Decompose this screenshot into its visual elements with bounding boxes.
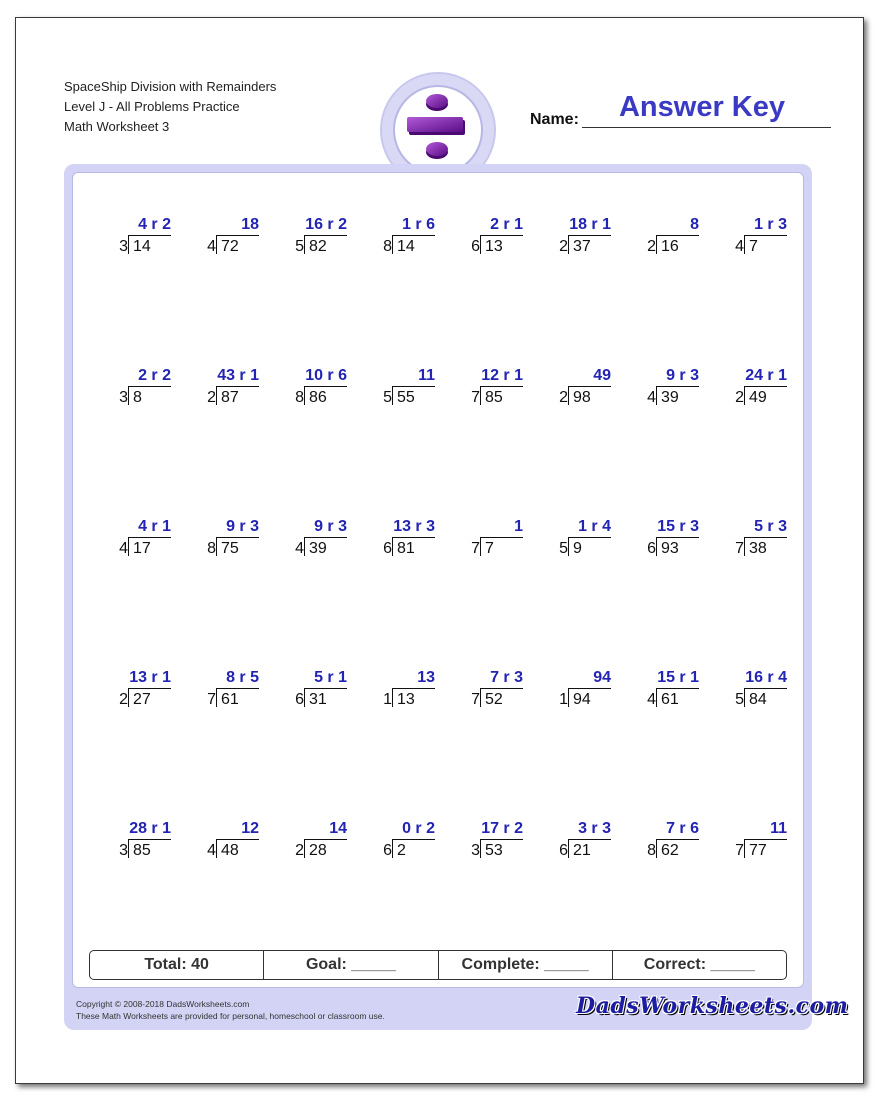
division-problem [111, 367, 171, 413]
answer-quotient: 43 r 1 [217, 367, 259, 384]
division-problem [199, 367, 259, 413]
answer-quotient: 15 r 1 [657, 669, 699, 686]
division-problem [287, 820, 347, 866]
answer-quotient: 1 r 6 [402, 216, 435, 233]
divisor: 5 [383, 389, 392, 406]
division-problem [287, 518, 347, 564]
worksheet-title: SpaceShip Division with Remainders [64, 79, 277, 94]
worksheet-level: Level J - All Problems Practice [64, 99, 240, 114]
divisor: 7 [471, 540, 480, 557]
division-problem [111, 216, 171, 262]
dividend: 86 [304, 386, 347, 405]
answer-key-label: Answer Key [618, 91, 785, 123]
division-problem [111, 518, 171, 564]
division-problem [639, 669, 699, 715]
goal-cell: Goal: _____ [264, 951, 438, 979]
answer-quotient: 10 r 6 [305, 367, 347, 384]
dividend: 72 [216, 235, 259, 254]
dividend: 53 [480, 839, 523, 858]
dividend: 14 [392, 235, 435, 254]
answer-quotient: 7 r 6 [666, 820, 699, 837]
answer-quotient: 18 r 1 [569, 216, 611, 233]
answer-quotient: 13 r 3 [393, 518, 435, 535]
answer-quotient: 8 r 5 [226, 669, 259, 686]
dividend: 85 [128, 839, 171, 858]
divisor: 3 [119, 389, 128, 406]
answer-quotient: 94 [593, 669, 611, 686]
divisor: 4 [295, 540, 304, 557]
division-problem [375, 367, 435, 413]
division-problem [375, 820, 435, 866]
total-cell: Total: 40 [90, 951, 264, 979]
division-problem [199, 216, 259, 262]
answer-quotient: 14 [329, 820, 347, 837]
division-problem [287, 669, 347, 715]
dividend: 81 [392, 537, 435, 556]
divisor: 5 [559, 540, 568, 557]
dividend: 9 [568, 537, 611, 556]
answer-quotient: 5 r 1 [314, 669, 347, 686]
answer-quotient: 13 [417, 669, 435, 686]
divisor: 2 [295, 842, 304, 859]
dividend: 39 [304, 537, 347, 556]
answer-quotient: 18 [241, 216, 259, 233]
dadsworksheets-logo: DadsWorksheets.com [576, 993, 849, 1019]
divisor: 5 [735, 691, 744, 708]
complete-cell: Complete: _____ [439, 951, 613, 979]
dividend: 7 [480, 537, 523, 556]
answer-quotient: 2 r 2 [138, 367, 171, 384]
divisor: 2 [559, 389, 568, 406]
divisor: 4 [119, 540, 128, 557]
answer-quotient: 17 r 2 [481, 820, 523, 837]
divisor: 2 [559, 238, 568, 255]
divisor: 4 [735, 238, 744, 255]
dividend: 85 [480, 386, 523, 405]
dividend: 82 [304, 235, 347, 254]
divisor: 3 [119, 842, 128, 859]
dividend: 55 [392, 386, 435, 405]
divisor: 7 [735, 540, 744, 557]
division-problem [111, 820, 171, 866]
dividend: 61 [216, 688, 259, 707]
answer-quotient: 28 r 1 [129, 820, 171, 837]
dividend: 16 [656, 235, 699, 254]
dividend: 84 [744, 688, 787, 707]
divisor: 3 [471, 842, 480, 859]
division-problem [551, 820, 611, 866]
dividend: 77 [744, 839, 787, 858]
divisor: 4 [647, 691, 656, 708]
dividend: 13 [480, 235, 523, 254]
division-problem [463, 669, 523, 715]
dividend: 2 [392, 839, 435, 858]
answer-quotient: 8 [690, 216, 699, 233]
dividend: 7 [744, 235, 787, 254]
divisor: 4 [207, 238, 216, 255]
dividend: 87 [216, 386, 259, 405]
answer-quotient: 13 r 1 [129, 669, 171, 686]
divisor: 7 [207, 691, 216, 708]
answer-quotient: 1 r 4 [578, 518, 611, 535]
divisor: 6 [559, 842, 568, 859]
dividend: 13 [392, 688, 435, 707]
divisor: 5 [295, 238, 304, 255]
answer-quotient: 1 r 3 [754, 216, 787, 233]
divisor: 1 [383, 691, 392, 708]
dividend: 52 [480, 688, 523, 707]
answer-quotient: 11 [418, 367, 435, 384]
dividend: 93 [656, 537, 699, 556]
division-problem [639, 518, 699, 564]
division-problem [639, 367, 699, 413]
answer-quotient: 24 r 1 [745, 367, 787, 384]
division-problem [727, 216, 787, 262]
answer-quotient: 12 [241, 820, 259, 837]
dividend: 21 [568, 839, 611, 858]
divisor: 7 [471, 389, 480, 406]
answer-quotient: 3 r 3 [578, 820, 611, 837]
answer-quotient: 49 [593, 367, 611, 384]
dividend: 28 [304, 839, 347, 858]
divisor: 2 [647, 238, 656, 255]
divisor: 4 [647, 389, 656, 406]
division-problem [199, 518, 259, 564]
dividend: 37 [568, 235, 611, 254]
division-problem [463, 367, 523, 413]
dividend: 14 [128, 235, 171, 254]
divisor: 6 [295, 691, 304, 708]
dividend: 75 [216, 537, 259, 556]
correct-cell: Correct: _____ [643, 956, 755, 973]
usage-notice: These Math Worksheets are provided for personal, homeschool or classroom use. [76, 1011, 385, 1021]
answer-quotient: 4 r 1 [138, 518, 171, 535]
worksheet-number: Math Worksheet 3 [64, 119, 170, 134]
answer-quotient: 9 r 3 [226, 518, 259, 535]
dividend: 27 [128, 688, 171, 707]
division-problem [463, 518, 523, 564]
divisor: 2 [207, 389, 216, 406]
dividend: 31 [304, 688, 347, 707]
division-problem [375, 216, 435, 262]
copyright-notice [76, 998, 385, 1022]
division-problem [639, 216, 699, 262]
division-problem [727, 820, 787, 866]
division-problem [551, 367, 611, 413]
divisor: 8 [647, 842, 656, 859]
divisor: 6 [647, 540, 656, 557]
dividend: 61 [656, 688, 699, 707]
division-problem [727, 518, 787, 564]
answer-quotient: 7 r 3 [490, 669, 523, 686]
division-problem [199, 669, 259, 715]
division-sign-icon [395, 87, 481, 173]
divisor: 4 [207, 842, 216, 859]
divisor: 1 [559, 691, 568, 708]
name-label: Name: [530, 111, 579, 128]
division-problem [375, 518, 435, 564]
divisor: 6 [383, 842, 392, 859]
divisor: 8 [295, 389, 304, 406]
divisor: 3 [119, 238, 128, 255]
dividend: 62 [656, 839, 699, 858]
division-problem [551, 216, 611, 262]
answer-quotient: 15 r 3 [657, 518, 699, 535]
dividend: 49 [744, 386, 787, 405]
division-problem [727, 367, 787, 413]
divisor: 2 [735, 389, 744, 406]
dividend: 94 [568, 688, 611, 707]
answer-quotient: 2 r 1 [490, 216, 523, 233]
answer-quotient: 4 r 2 [138, 216, 171, 233]
division-problem [551, 669, 611, 715]
name-field-line [582, 127, 831, 128]
dividend: 98 [568, 386, 611, 405]
divisor: 2 [119, 691, 128, 708]
division-problem [463, 820, 523, 866]
divisor: 7 [471, 691, 480, 708]
division-problem [639, 820, 699, 866]
division-problem [199, 820, 259, 866]
divisor: 8 [207, 540, 216, 557]
dividend: 48 [216, 839, 259, 858]
division-problem [375, 669, 435, 715]
answer-quotient: 9 r 3 [314, 518, 347, 535]
dividend: 17 [128, 537, 171, 556]
answer-quotient: 11 [770, 820, 787, 837]
answer-quotient: 0 r 2 [402, 820, 435, 837]
answer-quotient: 16 r 2 [305, 216, 347, 233]
division-problem [727, 669, 787, 715]
dividend: 39 [656, 386, 699, 405]
answer-quotient: 16 r 4 [745, 669, 787, 686]
divisor: 8 [383, 238, 392, 255]
divisor: 7 [735, 842, 744, 859]
problem-frame [64, 164, 849, 1030]
score-summary [89, 950, 787, 980]
answer-quotient: 5 r 3 [754, 518, 787, 535]
dividend: 38 [744, 537, 787, 556]
divisor: 6 [383, 540, 392, 557]
divisor: 6 [471, 238, 480, 255]
division-problem [463, 216, 523, 262]
dividend: 8 [128, 386, 171, 405]
division-problem [551, 518, 611, 564]
division-problem [287, 216, 347, 262]
worksheet-header [64, 77, 276, 137]
copyright-text: Copyright © 2008-2018 DadsWorksheets.com [76, 999, 250, 1009]
division-problem [111, 669, 171, 715]
answer-quotient: 9 r 3 [666, 367, 699, 384]
answer-quotient: 12 r 1 [481, 367, 523, 384]
answer-quotient: 1 [514, 518, 523, 535]
division-problem [287, 367, 347, 413]
